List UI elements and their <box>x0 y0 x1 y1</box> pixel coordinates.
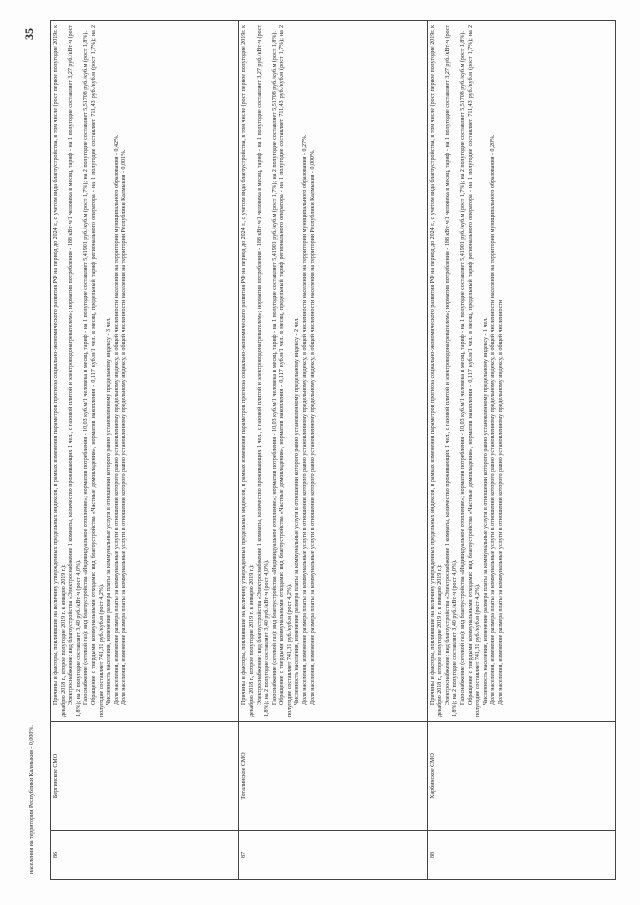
table-row <box>51 21 239 880</box>
gas-paragraph: Газоснабжение (сетевой газ): вид благоустройства «Индивидуальное отопление»; норматив потребления - 10,03 куб.м/1 человека в месяц, тариф - на 1 полугодие составляет 5,41901 руб./куб.м (рост 1,7%); на 2 полугодие составляет 5,51708 руб./куб.м (рост 1,8%). <box>460 31 467 705</box>
rotated-table-sheet <box>20 20 620 880</box>
row-number: 87 <box>239 831 427 880</box>
previous-row-continuation: населения на территории Республики Калмыкия - 0,000%. <box>29 725 35 874</box>
reasons-paragraph: Причины и факторы, повлиявшие на величину утвержденных предельных индексов, в рамках изменения параметров прогноза социально-экономического развития РФ на период до 2024 г., с учетом вида благоустройства, в том числе (рост первое полугодие 2019г. к декабрю 2018 г., второе полугодие 2019 г. к январю 2019 г.): <box>429 25 444 717</box>
population-count-paragraph: Численность населения, изменение размера платы за коммунальные услуги в отношении которого равно установленному предельному индексу - 1 чел. <box>482 317 489 705</box>
gas-paragraph: Газоснабжение (сетевой газ): вид благоустройства «Индивидуальное отопление»; норматив потребления - 10,03 куб.м/1 человека в месяц, тариф - на 1 полугодие составляет 5,41901 руб./куб.м (рост 1,7%); на 2 полугодие составляет 5,51708 руб./куб.м (рост 1,8%). <box>271 31 278 705</box>
electricity-paragraph: Электроснабжение: вид благоустройства «Электроснабжение 1 комнаты, количество проживающих 1 чел., с газовой плитой и электроводонагревателем»; норматив потребления - 188 кВт·ч/1 человека в месяц, тариф - на 1 полугодие составляет 3,27 руб./кВт·ч (рост 1,8%); на 2 полугодие составляет 3,40 руб./кВт·ч (рост 4,0%). <box>444 25 459 717</box>
reasons-paragraph: Причины и факторы, повлиявшие на величину утвержденных предельных индексов, в рамках изменения параметров прогноза социально-экономического развития РФ на период до 2024 г., с учетом вида благоустройства, в том числе (рост первое полугодие 2019г. к декабрю 2018 г., второе полугодие 2019 г. к январю 2019 г.): <box>53 25 67 717</box>
municipal-share-paragraph: Доля населения, изменение размера платы за коммунальные услуги в отношении которого равно установленному предельному индексу, в общей численности населения на территории муниципального образования - 0,20%. <box>490 134 497 705</box>
electricity-paragraph: Электроснабжение: вид благоустройства «Электроснабжение 1 комнаты, количество проживающих 1 чел., с газовой плитой и электроводонагревателем»; норматив потребления - 188 кВт·ч/1 человека в месяц, тариф - на 1 полугодие составляет 3,27 руб./кВт·ч (рост 1,8%); на 2 полугодие составляет 3,40 руб./кВт·ч (рост 4,0%). <box>68 25 82 717</box>
republic-share-paragraph: Доля населения, изменение размера платы за коммунальные услуги в отношении которого равно установленному предельному индексу, в общей численности населения на территории Республики Калмыкия - 0,001%. <box>121 149 128 705</box>
republic-share-paragraph: Доля населения, изменение размера платы за коммунальные услуги в отношении которого равно установленному предельному индексу, в общей численности населения на территории Республики Калмыкия - 0,000%. <box>309 149 316 705</box>
municipality-name: Тоталинское СМО <box>239 722 427 831</box>
gas-paragraph: Газоснабжение (сетевой газ): вид благоустройства «Индивидуальное отопление»; норматив потребления - 10,03 куб.м/1 человека в месяц, тариф - на 1 полугодие составляет 5,41901 руб./куб.м (рост 1,7%); на 2 полугодие составляет 5,51708 руб./куб.м (рост 1,8%). <box>83 31 90 705</box>
waste-paragraph: Обращение с твердыми коммунальными отходами: вид благоустройства «Частные домовладения», норматив накопления - 0,117 куб.м/1 чел. в месяц, предельный тариф регионального оператора - на 1 полугодие составляет 711,43 руб./куб.м (рост 1,7%); на 2 полугодие составляет 741,31 руб./куб.м (рост 4,2%). <box>279 25 293 717</box>
municipal-share-paragraph: Доля населения, изменение размера платы за коммунальные услуги в отношении которого равно установленному предельному индексу, в общей численности населения на территории муниципального образования - 0,42%. <box>113 134 120 705</box>
row-description <box>239 21 427 722</box>
republic-share-paragraph: Доля населения, изменение размера платы за коммунальные услуги в отношении которого равно установленному предельному индексу, в общей численности <box>498 299 504 705</box>
row-number: 88 <box>427 831 615 880</box>
municipal-share-paragraph: Доля населения, изменение размера платы за коммунальные услуги в отношении которого равно установленному предельному индексу, в общей численности населения на территории муниципального образования - 0,27%. <box>302 134 309 705</box>
municipality-name: Бергинское СМО <box>51 722 239 831</box>
table-row <box>239 21 427 880</box>
page-number: 35 <box>22 28 36 40</box>
waste-paragraph: Обращение с твердыми коммунальными отходами: вид благоустройства «Частные домовладения», норматив накопления - 0,117 куб.м/1 чел. в месяц, предельный тариф регионального оператора - на 1 полугодие составляет 711,43 руб./куб.м (рост 1,7%); на 2 полугодие составляет 741,31 руб./куб.м (рост 4,2%). <box>90 25 105 717</box>
row-description <box>427 21 615 722</box>
population-count-paragraph: Численность населения, изменение размера платы за коммунальные услуги в отношении которого равно установленному предельному индексу - 3 чел. <box>106 317 113 705</box>
electricity-paragraph: Электроснабжение: вид благоустройства «Электроснабжение 1 комнаты, количество проживающих 1 чел., с газовой плитой и электроводонагревателем»; норматив потребления - 188 кВт·ч/1 человека в месяц, тариф - на 1 полугодие составляет 3,27 руб./кВт·ч (рост 1,8%); на 2 полугодие составляет 3,40 руб./кВт·ч (рост 4,0%). <box>256 25 271 717</box>
reasons-paragraph: Причины и факторы, повлиявшие на величину утвержденных предельных индексов, в рамках изменения параметров прогноза социально-экономического развития РФ на период до 2024 г., с учетом вида благоустройства, в том числе (рост первое полугодие 2019г. к декабрю 2018 г., второе полугодие 2019 г. к январю 2019 г.): <box>241 25 255 717</box>
table-row <box>427 21 615 880</box>
municipality-table <box>50 20 616 880</box>
population-count-paragraph: Численность населения, изменение размера платы за коммунальные услуги в отношении которого равно установленному предельному индексу - 2 чел. <box>294 317 301 705</box>
municipality-name: Харбинское СМО <box>427 722 615 831</box>
row-number: 86 <box>51 831 239 880</box>
waste-paragraph: Обращение с твердыми коммунальными отходами: вид благоустройства «Частные домовладения», норматив накопления - 0,117 куб.м/1 чел. в месяц, предельный тариф регионального оператора - на 1 полугодие составляет 711,43 руб./куб.м (рост 1,7%); на 2 полугодие составляет 741,31 руб./куб.м (рост 4,2%). <box>467 25 482 717</box>
row-description <box>51 21 239 722</box>
